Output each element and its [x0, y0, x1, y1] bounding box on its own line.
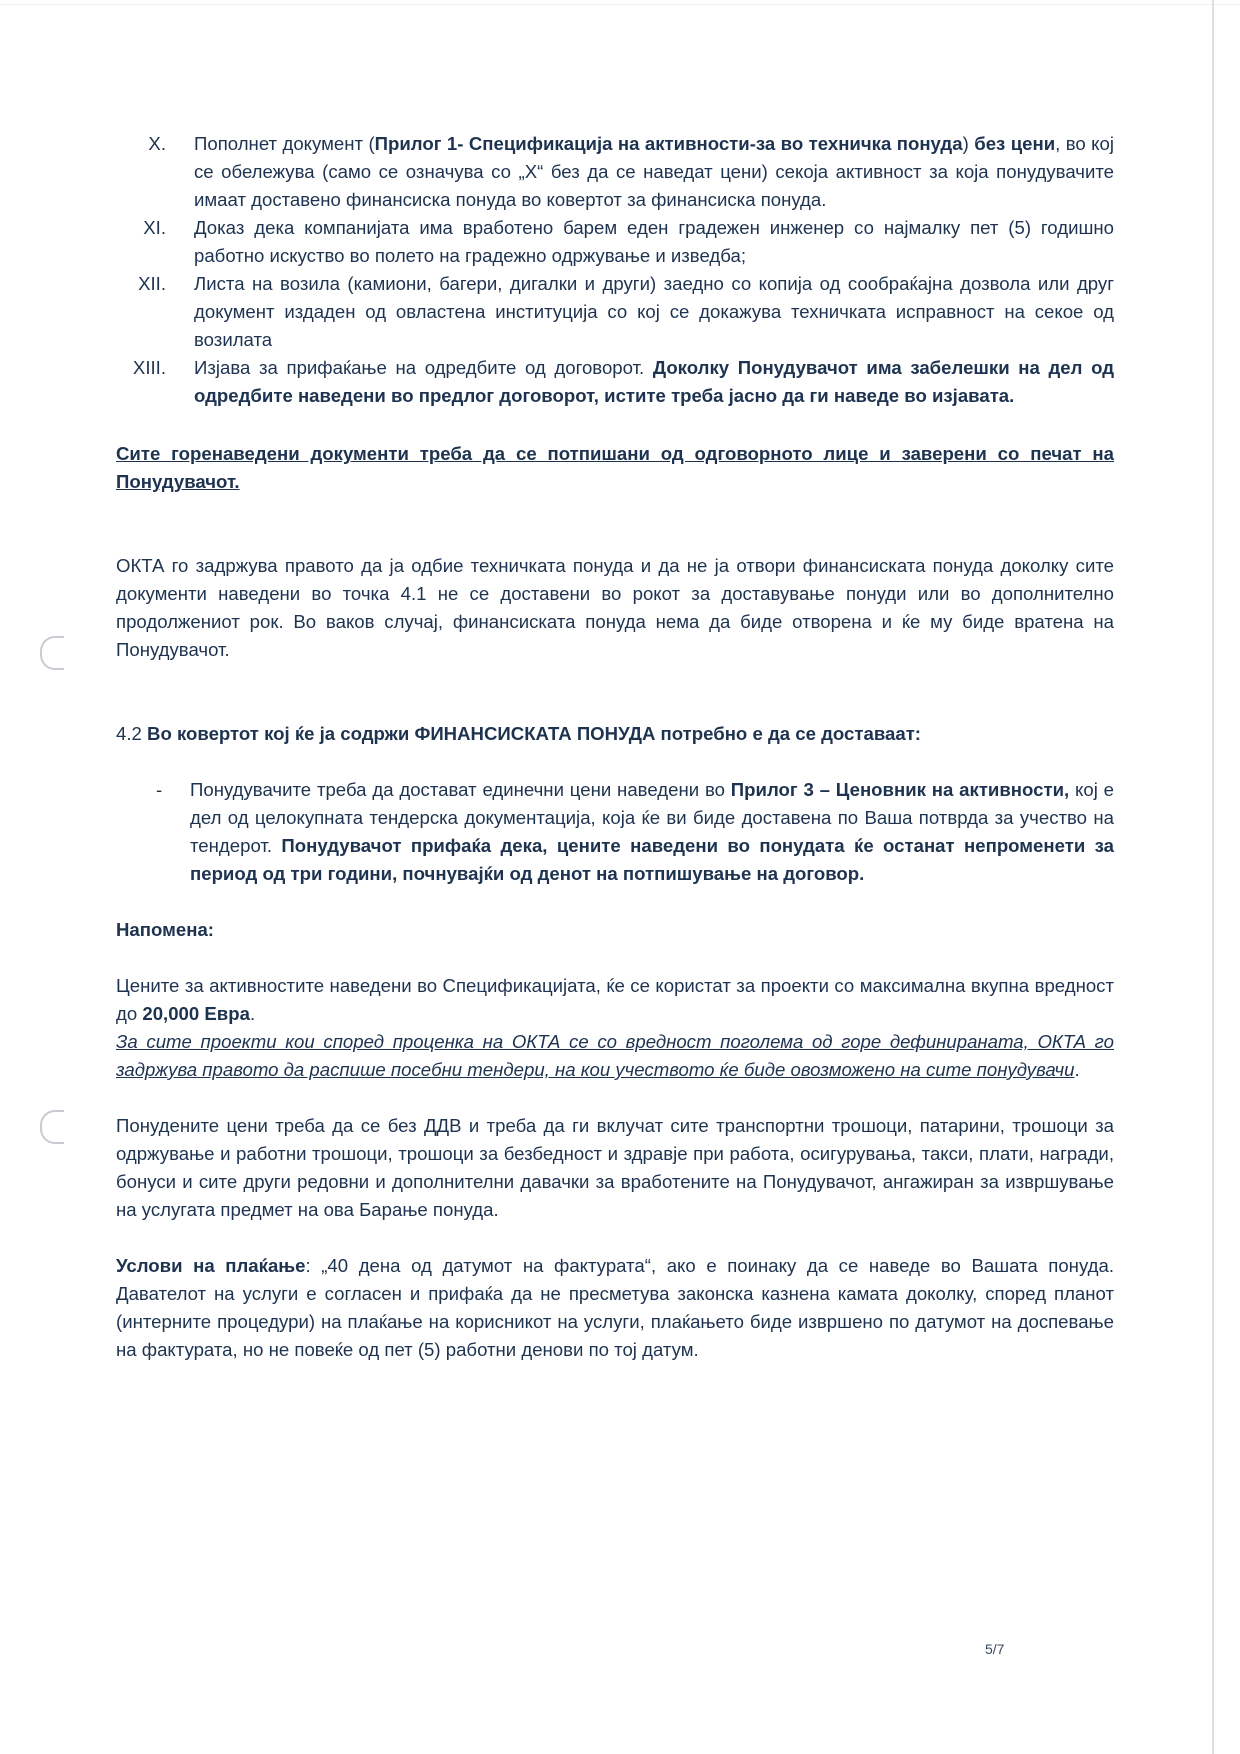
note-italic-paragraph	[116, 1028, 1114, 1084]
list-item-xii	[116, 270, 1114, 354]
bold-text-run: Прилог 3 – Ценовник на активности,	[730, 779, 1070, 800]
page-right-edge	[1212, 0, 1214, 1754]
dash-bullet: -	[156, 779, 163, 800]
bold-text-run: Понудувачот прифаќа дека, цените наведени во понудата ќе останат непроменети за период од три години, почнувајќи од денот на потпишување на договор.	[190, 835, 1114, 884]
prices-paragraph: Понудените цени треба да се без ДДВ и треба да ги вклучат сите транспортни трошоци, патарини, трошоци за одржување и работни трошоци, трошоци за безбедност и здравје при работа, осигурувања, такси, плати, награди, бонуси и сите други редовни и дополнителни давачки за вработените на Понудувачот, ангажиран за извршување на услугата предмет на ова Барање понуда.	[116, 1115, 1114, 1220]
section-number: 4.2	[116, 723, 142, 744]
note-paragraph	[116, 972, 1114, 1028]
section-title: Во ковертот кој ќе ја содржи ФИНАНСИСКАТА ПОНУДА потребно е да се доставаат:	[147, 723, 921, 744]
text-run: Изјава за прифаќање на одредбите од договорот.	[194, 357, 653, 378]
list-text	[194, 354, 1114, 410]
bold-text-run: 20,000 Евра	[142, 1003, 250, 1024]
bold-text-run: Доколку Понудувачот има забелешки на дел од одредбите наведени во предлог договорот, истите треба јасно да ги наведе во изјавата.	[194, 357, 1114, 406]
signature-requirement-note: Сите горенаведени документи треба да се потпишани од одговорното лице и заверени со печат на Понудувачот.	[116, 443, 1114, 492]
text-run: .	[249, 1003, 256, 1024]
page-number: 5/7	[985, 1641, 1005, 1657]
text-run: .	[1074, 1059, 1080, 1080]
document-body	[116, 130, 1114, 1364]
payment-terms-label: Услови на плаќање	[116, 1255, 306, 1276]
section-4-2-heading	[116, 720, 1114, 748]
text-run: Цените за активностите наведени во Спецификацијата, ќе се користат за проекти со максимална вкупна вредност до	[116, 975, 1114, 1024]
list-number: XIII.	[132, 357, 166, 378]
list-text: Доказ дека компанијата има вработено барем еден градежен инженер со најмалку пет (5) годишно работно искуство во полето на градежно одржување и изведба;	[194, 217, 1114, 266]
list-text: Листа на возила (камиони, багери, дигалки и други) заедно со копија од сообраќајна дозвола или друг документ издаден од овластена институција со кој се докажува техничката исправност на секое од возилата	[194, 273, 1114, 350]
text-run: : „40 дена од датумот на фактурата“, ако е поинаку да се наведе во Вашата понуда. Давателот на услуги е согласен и прифаќа да не пресметува законска казнена камата доколку, според планот (интерните процедури) на плаќање на корисникот на услуги, плаќањето биде извршено по датумот на доспевање на фактурата, но не повеќе од пет (5) работни денови по тој датум.	[116, 1255, 1114, 1360]
payment-terms-paragraph	[116, 1252, 1114, 1364]
text-run: Пополнет документ (	[194, 133, 375, 154]
list-number: XII.	[138, 273, 166, 294]
note-heading	[116, 916, 1114, 944]
list-text	[194, 130, 1114, 214]
punch-hole-mark	[40, 636, 64, 670]
page-top-edge	[0, 4, 1240, 5]
text-run: , во кој се обележува (само се означува со „X“ без да се наведат цени) секоја активност за која понудувачите имаат доставено финансиска понуда во ковертот за финансиска понуда.	[194, 133, 1114, 210]
list-item-xiii	[116, 354, 1114, 410]
text-run: )	[962, 133, 975, 154]
punch-hole-mark	[40, 1110, 64, 1144]
text-run: кој е дел од целокупната тендерска документација, која ќе ви биде доставена по Ваша потврда за учество на тендерот.	[190, 779, 1114, 856]
list-item-x	[116, 130, 1114, 214]
note-heading-text: Напомена:	[116, 919, 214, 940]
list-item-xi	[116, 214, 1114, 270]
italic-underlined-text: За сите проекти кои според проценка на ОКТА се со вредност поголема од горе дефинираната, ОКТА го задржува правото да распише посебни тендери, на кои учеството ќе биде овозможено на сите понудувачи	[116, 1031, 1114, 1080]
text-run: Понудувачите треба да достават единечни цени наведени во	[190, 779, 731, 800]
list-number: X.	[148, 133, 166, 154]
okta-rights-paragraph: ОКТА го задржува правото да ја одбие техничката понуда и да не ја отвори финансиската понуда доколку сите документи наведени во точка 4.1 не се доставени во рокот за доставување понуди или во дополнително продолжениот рок. Во ваков случај, финансиската понуда нема да биде отворена и ќе му биде вратена на Понудувачот.	[116, 555, 1114, 660]
financial-offer-list-item	[156, 776, 1114, 888]
list-text	[190, 776, 1114, 888]
bold-text-run: Прилог 1- Спецификација на активности-за во техничка понуда	[374, 133, 963, 154]
bold-text-run: без цени	[974, 133, 1056, 154]
list-number: XI.	[143, 217, 166, 238]
